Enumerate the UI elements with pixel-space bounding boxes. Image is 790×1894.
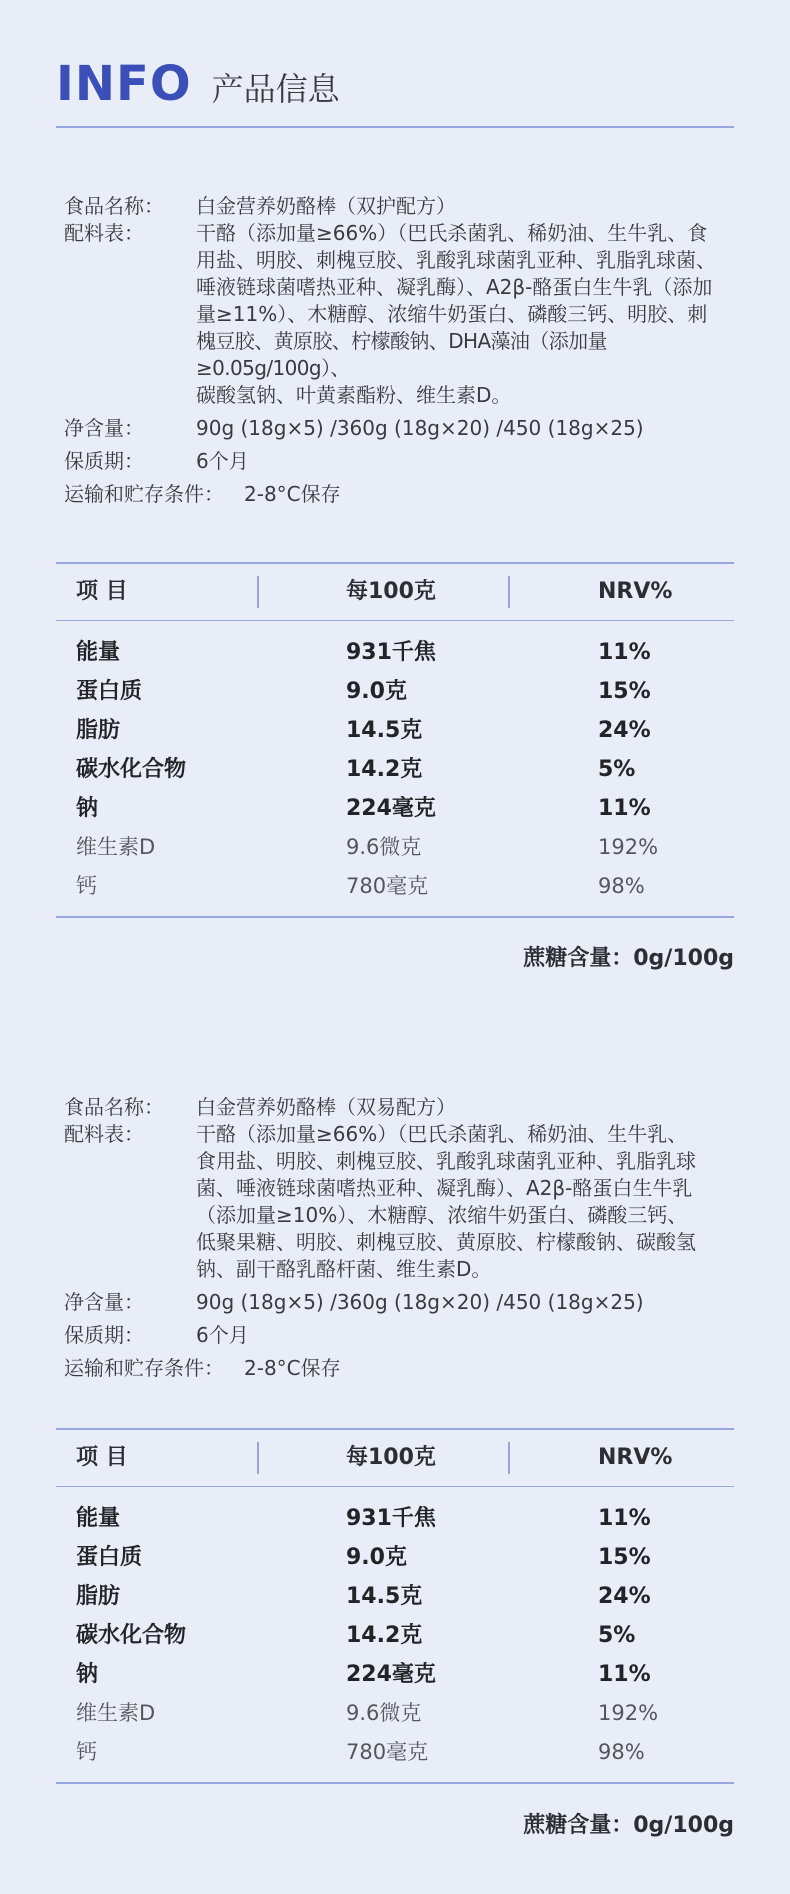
- row-item: 脂肪: [76, 1584, 121, 1609]
- row-nrv: 15%: [598, 679, 651, 704]
- info-row-name: [64, 1094, 734, 1121]
- nutrition-table: [56, 1428, 734, 1784]
- row-per100: 9.6微克: [346, 1701, 422, 1725]
- info-label: 净含量：: [64, 416, 144, 440]
- product-info-block: [64, 193, 734, 508]
- ingredients-line: 用盐、明胶、刺槐豆胶、乳酸乳球菌乳亚种、乳脂乳球菌、: [196, 248, 716, 272]
- row-nrv: 11%: [598, 1662, 651, 1687]
- row-item: 维生素D: [76, 1701, 156, 1725]
- info-label: 食品名称：: [64, 1095, 164, 1119]
- info-value: 90g (18g×5) /360g (18g×20) /450 (18g×25): [196, 1290, 644, 1314]
- ingredients-text: [196, 220, 734, 409]
- info-row-net: [64, 415, 734, 442]
- header-per100: 每100克: [346, 1444, 436, 1470]
- row-item: 蛋白质: [76, 679, 143, 704]
- ingredients-line: 食用盐、明胶、刺槐豆胶、乳酸乳球菌乳亚种、乳脂乳球: [196, 1149, 696, 1173]
- info-label: 食品名称：: [64, 194, 164, 218]
- row-nrv: 192%: [598, 835, 659, 859]
- row-nrv: 98%: [598, 874, 645, 898]
- info-label: 运输和贮存条件：: [64, 482, 224, 506]
- sugar-content: 蔗糖含量：0g/100g: [523, 946, 734, 971]
- row-nrv: 24%: [598, 1584, 651, 1609]
- ingredients-line: （添加量≥10%）、木糖醇、浓缩牛奶蛋白、磷酸三钙、: [196, 1203, 688, 1227]
- table-header: [56, 564, 734, 620]
- brand-title: INFO: [56, 56, 192, 112]
- table-bottom-rule: [56, 1782, 734, 1784]
- info-row-shelf: [64, 1322, 734, 1349]
- row-item: 维生素D: [76, 835, 156, 859]
- ingredients-line: 唾液链球菌嗜热亚种、凝乳酶）、A2β-酪蛋白生牛乳（添加: [196, 275, 713, 299]
- row-per100: 14.5克: [346, 1584, 423, 1609]
- column-divider: [508, 576, 510, 608]
- info-row-ingredients: [64, 220, 734, 409]
- row-per100: 9.0克: [346, 1545, 407, 1570]
- header-item: 项 目: [76, 578, 128, 604]
- info-value: 2-8°C保存: [244, 482, 341, 506]
- table-row: [56, 1616, 734, 1655]
- row-item: 能量: [76, 1506, 121, 1531]
- sugar-content: 蔗糖含量：0g/100g: [523, 1813, 734, 1838]
- ingredients-line: 碳酸氢钠、叶黄素酯粉、维生素D。: [196, 383, 512, 407]
- table-bottom-rule: [56, 916, 734, 918]
- ingredients-line: 槐豆胶、黄原胶、柠檬酸钠、DHA藻油（添加量≥0.05g/100g）、: [196, 329, 607, 380]
- row-per100: 224毫克: [346, 1662, 436, 1687]
- row-item: 能量: [76, 640, 121, 665]
- row-per100: 14.2克: [346, 1623, 423, 1648]
- row-nrv: 98%: [598, 1740, 645, 1764]
- ingredients-line: 量≥11%）、木糖醇、浓缩牛奶蛋白、磷酸三钙、明胶、刺: [196, 302, 708, 326]
- table-row: [56, 867, 734, 906]
- row-per100: 931千焦: [346, 640, 436, 665]
- ingredients-text: [196, 1121, 734, 1283]
- header-per100: 每100克: [346, 578, 436, 604]
- info-value: 90g (18g×5) /360g (18g×20) /450 (18g×25): [196, 416, 644, 440]
- row-item: 蛋白质: [76, 1545, 143, 1570]
- info-row-storage: [64, 1355, 734, 1382]
- info-row-ingredients: [64, 1121, 734, 1283]
- info-value: 6个月: [196, 449, 249, 473]
- ingredients-line: 菌、唾液链球菌嗜热亚种、凝乳酶）、A2β-酪蛋白生牛乳: [196, 1176, 693, 1200]
- info-value: 6个月: [196, 1323, 249, 1347]
- table-row: [56, 1694, 734, 1733]
- header-nrv: NRV%: [598, 1444, 673, 1470]
- info-value: 白金营养奶酪棒（双护配方）: [196, 194, 456, 218]
- page-header: [56, 56, 340, 112]
- info-label: 保质期：: [64, 1323, 144, 1347]
- column-divider: [257, 1442, 259, 1474]
- header-item: 项 目: [76, 1444, 128, 1470]
- info-row-name: [64, 193, 734, 220]
- header-nrv: NRV%: [598, 578, 673, 604]
- row-per100: 780毫克: [346, 1740, 429, 1764]
- row-nrv: 11%: [598, 640, 651, 665]
- row-nrv: 11%: [598, 796, 651, 821]
- row-nrv: 5%: [598, 757, 636, 782]
- row-per100: 9.6微克: [346, 835, 422, 859]
- table-row: [56, 711, 734, 750]
- row-per100: 780毫克: [346, 874, 429, 898]
- row-item: 钠: [76, 1662, 99, 1687]
- info-label: 配料表：: [64, 221, 144, 245]
- table-row: [56, 1538, 734, 1577]
- row-item: 钠: [76, 796, 99, 821]
- row-item: 脂肪: [76, 718, 121, 743]
- table-row: [56, 1655, 734, 1694]
- ingredients-line: 钠、副干酪乳酪杆菌、维生素D。: [196, 1257, 492, 1281]
- info-row-shelf: [64, 448, 734, 475]
- table-row: [56, 1733, 734, 1772]
- row-per100: 9.0克: [346, 679, 407, 704]
- table-body: [56, 1487, 734, 1782]
- page-subtitle: 产品信息: [211, 70, 340, 108]
- info-value: 白金营养奶酪棒（双易配方）: [196, 1095, 456, 1119]
- info-label: 保质期：: [64, 449, 144, 473]
- table-row: [56, 789, 734, 828]
- row-item: 钙: [76, 874, 97, 898]
- row-per100: 224毫克: [346, 796, 436, 821]
- table-row: [56, 1499, 734, 1538]
- row-per100: 931千焦: [346, 1506, 436, 1531]
- row-per100: 14.2克: [346, 757, 423, 782]
- info-label: 运输和贮存条件：: [64, 1356, 224, 1380]
- table-row: [56, 672, 734, 711]
- table-body: [56, 621, 734, 916]
- row-nrv: 192%: [598, 1701, 659, 1725]
- info-label: 配料表：: [64, 1122, 144, 1146]
- info-row-net: [64, 1289, 734, 1316]
- row-item: 钙: [76, 1740, 97, 1764]
- row-item: 碳水化合物: [76, 1623, 187, 1648]
- header-divider: [56, 126, 734, 128]
- row-nrv: 24%: [598, 718, 651, 743]
- row-nrv: 5%: [598, 1623, 636, 1648]
- table-row: [56, 750, 734, 789]
- column-divider: [257, 576, 259, 608]
- info-row-storage: [64, 481, 734, 508]
- ingredients-line: 低聚果糖、明胶、刺槐豆胶、黄原胶、柠檬酸钠、碳酸氢: [196, 1230, 696, 1254]
- row-nrv: 15%: [598, 1545, 651, 1570]
- table-row: [56, 828, 734, 867]
- ingredients-line: 干酪（添加量≥66%）（巴氏杀菌乳、稀奶油、生牛乳、食: [196, 221, 708, 245]
- table-row: [56, 1577, 734, 1616]
- nutrition-table: [56, 562, 734, 918]
- column-divider: [508, 1442, 510, 1474]
- info-label: 净含量：: [64, 1290, 144, 1314]
- table-row: [56, 633, 734, 672]
- row-item: 碳水化合物: [76, 757, 187, 782]
- product-info-block: [64, 1094, 734, 1382]
- table-header: [56, 1430, 734, 1486]
- row-per100: 14.5克: [346, 718, 423, 743]
- row-nrv: 11%: [598, 1506, 651, 1531]
- info-value: 2-8°C保存: [244, 1356, 341, 1380]
- ingredients-line: 干酪（添加量≥66%）（巴氏杀菌乳、稀奶油、生牛乳、: [196, 1122, 688, 1146]
